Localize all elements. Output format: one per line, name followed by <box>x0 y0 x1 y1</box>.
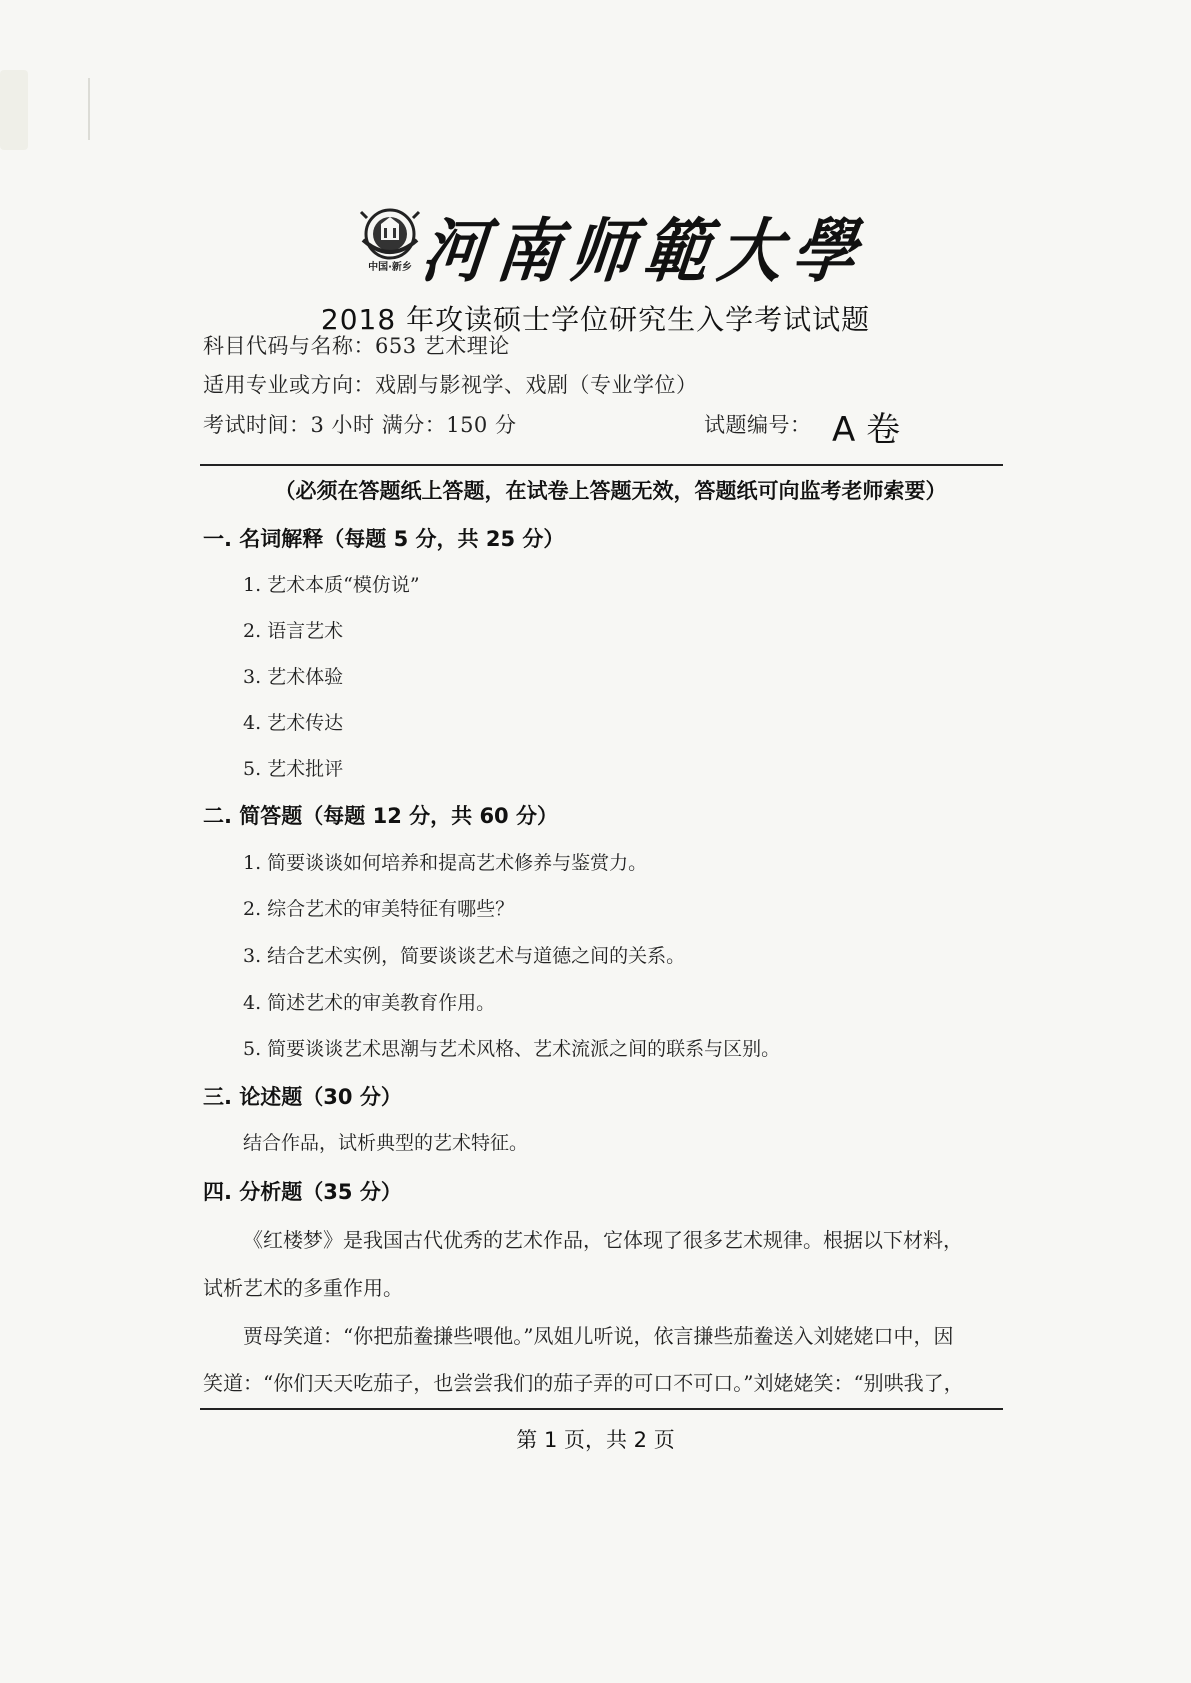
footer-divider <box>200 1408 1003 1410</box>
list-item: 结合作品，试析典型的艺术特征。 <box>243 1132 529 1154</box>
paragraph-line: 笑道：“你们天天吃茄子，也尝尝我们的茄子弄的可口不可口。”刘姥姥笑：“别哄我了， <box>203 1371 964 1395</box>
list-item: 2. 语言艺术 <box>243 620 344 642</box>
university-name-calligraphy: 河南师範大學 <box>417 211 871 293</box>
paper-version: A 卷 <box>832 410 901 450</box>
paragraph-line: 贾母笑道：“你把茄鲞搛些喂他。”凤姐儿听说，依言搛些茄鲞送入刘姥姥口中，因 <box>243 1324 954 1348</box>
exam-title: 2018 年攻读硕士学位研究生入学考试试题 <box>320 303 871 336</box>
page-header <box>0 196 1191 296</box>
list-item: 3. 艺术体验 <box>243 666 344 688</box>
header-divider <box>200 464 1003 466</box>
paper-number-label: 试题编号： <box>704 413 812 437</box>
paragraph-line: 试析艺术的多重作用。 <box>203 1276 403 1300</box>
list-item: 2. 综合艺术的审美特征有哪些？ <box>243 898 515 920</box>
section-title-4: 四. 分析题（35 分） <box>203 1180 402 1204</box>
section-title-1: 一. 名词解释（每题 5 分，共 25 分） <box>203 527 565 551</box>
paragraph-line: 《红楼梦》是我国古代优秀的艺术作品，它体现了很多艺术规律。根据以下材料， <box>243 1228 963 1252</box>
major-line: 适用专业或方向：戏剧与影视学、戏剧（专业学位） <box>203 373 698 397</box>
list-item: 4. 简述艺术的审美教育作用。 <box>243 992 496 1014</box>
list-item: 5. 艺术批评 <box>243 758 344 780</box>
list-item: 5. 简要谈谈艺术思潮与艺术风格、艺术流派之间的联系与区别。 <box>243 1038 781 1060</box>
list-item: 3. 结合艺术实例，简要谈谈艺术与道德之间的关系。 <box>243 945 686 967</box>
scan-artifact <box>0 70 28 150</box>
answer-notice: （必须在答题纸上答题，在试卷上答题无效，答题纸可向监考老师索要） <box>274 479 947 503</box>
page-number: 第 1 页，共 2 页 <box>516 1428 675 1452</box>
list-item: 1. 艺术本质“模仿说” <box>243 574 420 596</box>
list-item: 4. 艺术传达 <box>243 712 344 734</box>
logo-caption: 中国·新乡 <box>368 262 412 273</box>
section-title-2: 二. 简答题（每题 12 分，共 60 分） <box>203 804 558 828</box>
scan-artifact-line <box>88 78 90 140</box>
list-item: 1. 简要谈谈如何培养和提高艺术修养与鉴赏力。 <box>243 852 648 874</box>
section-title-3: 三. 论述题（30 分） <box>203 1085 402 1109</box>
subject-line: 科目代码与名称：653 艺术理论 <box>203 334 510 358</box>
time-score-line: 考试时间：3 小时 满分：150 分 <box>203 413 517 437</box>
